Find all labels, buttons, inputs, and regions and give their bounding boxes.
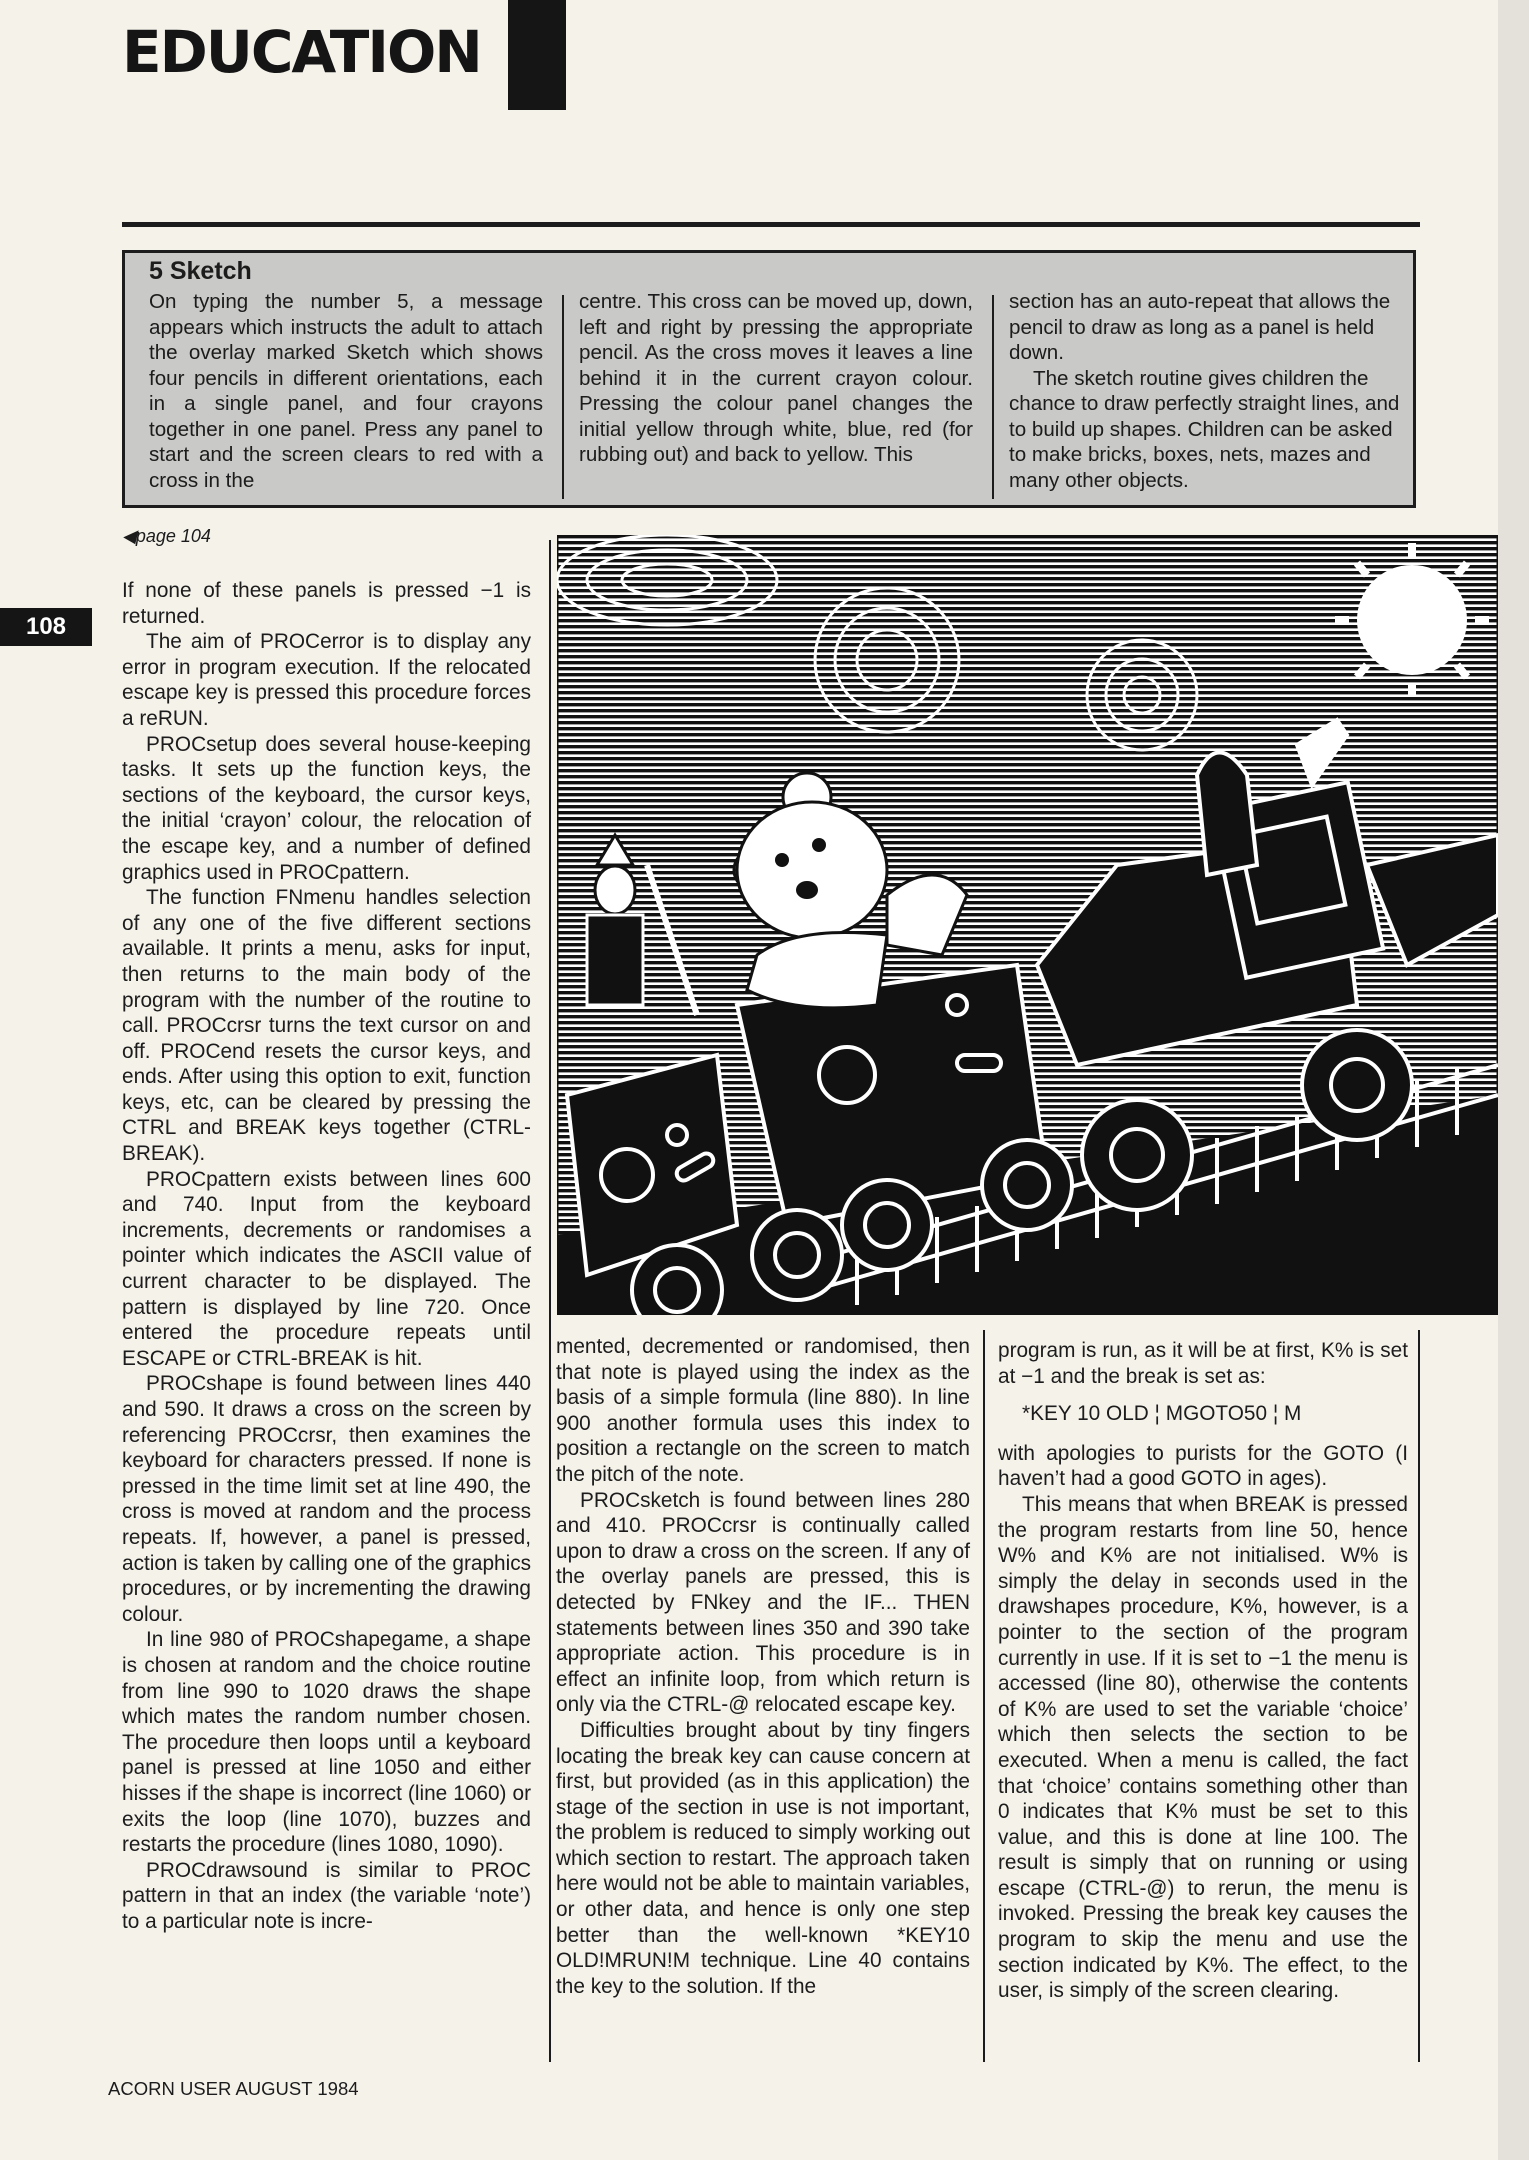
column-rule bbox=[549, 540, 551, 2062]
sidebar-paragraph: The sketch routine gives children the chance to draw perfectly straight lines, and to build up shapes. Children can be asked to make bricks, boxes, nets, mazes and many other objects. bbox=[1009, 366, 1400, 492]
paragraph: with apologies to purists for the GOTO (I haven’t had a good GOTO in ages). bbox=[998, 1441, 1408, 1491]
sidebar-divider bbox=[562, 295, 564, 499]
paragraph: PROCsketch is found between lines 280 and 410. PROCcrsr is continually called upon to draw a cross on the screen. If any of the overlay panels are pressed, this is detected by FNkey and the IF... THEN statements between lines 350 and 390 take appropriate action. This procedure is in effect an infinite loop, from which return is only via the CTRL-@ relocated escape key. bbox=[556, 1488, 970, 1717]
title-bar-decoration bbox=[508, 0, 566, 110]
column-rule bbox=[1418, 1330, 1420, 2062]
article-column-2 bbox=[556, 1334, 970, 1999]
article-column-1 bbox=[122, 578, 531, 1934]
paragraph: mented, decremented or randomised, then that note is played using the index as the basis of a simple formula (line 880). In line 900 another formula uses this index to position a rectangle on the screen to match the pitch of the note. bbox=[556, 1335, 970, 1486]
paragraph: This means that when BREAK is pressed the program restarts from line 50, hence W% and K% are not initialised. W% is simply the delay in seconds used in the drawshapes procedure, K%, however, is a pointer to the section of the program currently in use. If it is set to −1 the menu is accessed (line 80), otherwise the contents of K% are used to set the variable ‘choice’ which then selects the section to be executed. When a menu is called, the fact that ‘choice’ contains something other than 0 indicates that K% must be set to this value, and this is done at line 100. The result is simply that on running or using escape (CTRL-@) to rerun, the menu is invoked. Pressing the break key causes the program to skip the menu and use the section indicated by K%. The effect, to the user, is simply of the screen clearing. bbox=[998, 1492, 1408, 2003]
paragraph: If none of these panels is pressed −1 is returned. bbox=[122, 579, 531, 628]
sidebar-divider bbox=[992, 295, 994, 499]
section-title: EDUCATION bbox=[122, 18, 481, 86]
paragraph: In line 980 of PROCshapegame, a shape is chosen at random and the choice routine from line 990 to 1020 draws the shape which mates the random number chosen. The procedure then loops until a keyboard panel is pressed at line 1050 and either hisses if the shape is incorrect (line 1060) or exits the loop (line 1070), buzzes and restarts the procedure (lines 1080, 1090). bbox=[122, 1628, 531, 1857]
sketch-sidebar-box bbox=[122, 250, 1416, 508]
sidebar-column-2: centre. This cross can be moved up, down, left and right by pressing the appropriate pencil. As the cross moves it leaves a line behind it in the current crayon colour. Pressing the colour panel changes the initial yellow through white, blue, red (for rubbing out) and back to yellow. This bbox=[579, 290, 973, 466]
page-number: 108 bbox=[0, 608, 92, 646]
top-rule bbox=[122, 222, 1420, 227]
sun-icon bbox=[1335, 543, 1489, 697]
paragraph: PROCpattern exists between lines 600 and 740. Input from the keyboard increments, decrements or randomises a pointer which indicates the ASCII value of current character to be displayed. The pattern is displayed by line 720. Once entered the procedure repeats until ESCAPE or CTRL-BREAK is hit. bbox=[122, 1167, 531, 1370]
column-rule bbox=[983, 1330, 985, 2062]
toy-train-illustration bbox=[557, 535, 1498, 1315]
paragraph: PROCdrawsound is similar to PROC pattern in that an index (the variable ‘note’) to a particular note is incre- bbox=[122, 1858, 531, 1933]
paragraph: PROCshape is found between lines 440 and 590. It draws a cross on the screen by referencing PROCcrsr, then examines the keyboard for characters pressed. If none is pressed in the time limit set at line 490, the cross is moved at random and the process repeats. If, however, a panel is pressed, action is taken by calling one of the graphics procedures, or by incrementing the drawing colour. bbox=[122, 1372, 531, 1626]
paragraph: program is run, as it will be at first, K% is set at −1 and the break is set as: bbox=[998, 1339, 1408, 1388]
sidebar-paragraph: section has an auto-repeat that allows the pencil to draw as long as a panel is held down. bbox=[1009, 290, 1391, 364]
paragraph: The function FNmenu handles selection of any one of the five different sections available. It prints a menu, asks for input, then returns to the main body of the program with the number of the routine to call. PROCcrsr turns the text cursor on and off. PROCend resets the cursor keys, and ends. After using this option to exit, function keys, etc, can be cleared by pressing the CTRL and BREAK keys together (CTRL-BREAK). bbox=[122, 886, 531, 1166]
paragraph: The aim of PROCerror is to display any error in program execution. If the relocated escape key is pressed this procedure forces a reRUN. bbox=[122, 630, 531, 730]
continued-from-page-ref: ◀page 104 bbox=[122, 526, 211, 546]
page-edge bbox=[1498, 0, 1529, 2160]
sidebar-column-1: On typing the number 5, a message appears which instructs the adult to attach the overlay marked Sketch which shows four pencils in different orientations, each in a single panel, and four crayons together in one panel. Press any panel to start and the screen clears to red with a cross in the bbox=[149, 290, 543, 492]
article-column-3 bbox=[998, 1338, 1408, 2004]
paragraph: Difficulties brought about by tiny fingers locating the break key can cause concern at first, but provided (as in this application) the stage of the section in use is not important, the problem is reduced to simply working out which section to restart. The approach taken here would not be able to maintain variables, or other data, and hence is only one step better than the well-known *KEY10 OLD!MRUN!M technique. Line 40 contains the key to the solution. If the bbox=[556, 1718, 970, 1998]
code-line: *KEY 10 OLD ¦ MGOTO50 ¦ M bbox=[1022, 1402, 1302, 1426]
magazine-footer: ACORN USER AUGUST 1984 bbox=[108, 2078, 359, 2099]
sidebar-title: 5 Sketch bbox=[149, 257, 252, 285]
sidebar-column-3 bbox=[1009, 289, 1405, 493]
paragraph: PROCsetup does several house-keeping tasks. It sets up the function keys, the sections of the keyboard, the cursor keys, the initial ‘crayon’ colour, the relocation of the escape key, and a number of defined graphics used in PROCpattern. bbox=[122, 732, 531, 884]
